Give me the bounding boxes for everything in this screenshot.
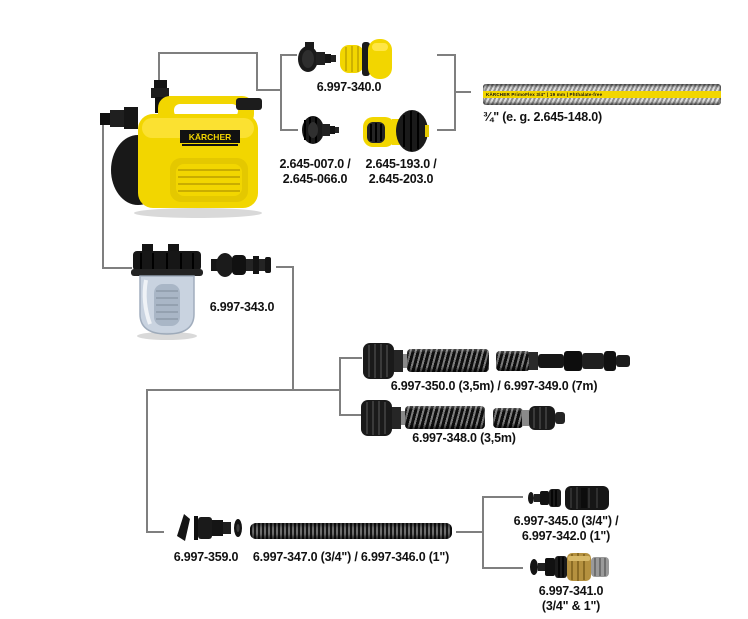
bracket-suction-stub-upper xyxy=(339,357,362,359)
spiral-hose-label: 6.997-347.0 (3/4") / 6.997-346.0 (1") xyxy=(252,550,450,564)
line-mid-down xyxy=(292,266,294,391)
line-outlet-up xyxy=(158,52,160,80)
bracket-hose-stub-lower xyxy=(437,129,454,131)
bracket-hose-stub-upper xyxy=(437,54,454,56)
suction-hose-spiral xyxy=(493,408,523,428)
bracket-bottomright-stub-upper xyxy=(482,496,523,498)
suction-hose-row2-label: 6.997-348.0 (3,5m) xyxy=(412,431,516,445)
coupler-set-label: 6.997-340.0 xyxy=(316,80,382,94)
suction-hose-spiral xyxy=(496,351,530,371)
coupler2-label: 2.645-193.0 / 2.645-203.0 xyxy=(365,157,437,186)
suction-connector-icon xyxy=(362,341,408,381)
bracket-top-stub-lower xyxy=(280,129,298,131)
garden-hose-band-text: KÄRCHER PrimoFlex 3/4" | 19 mm | Phthalate-free xyxy=(483,91,721,98)
connector-row2-label: 6.997-341.0 (3/4" & 1") xyxy=(538,584,604,613)
suction-end-nut-icon xyxy=(522,402,566,434)
hose-coupler-icon xyxy=(339,36,393,81)
bracket-hose-stub-mid xyxy=(454,91,471,93)
bracket-top-vertical xyxy=(280,54,282,131)
bracket-bottomright-vertical xyxy=(482,496,484,569)
tap-connector2-icon xyxy=(301,112,339,148)
prefilter-label: 6.997-343.0 xyxy=(209,300,275,314)
line-bottom-stub xyxy=(146,531,164,533)
suction-end-connector-icon xyxy=(529,347,631,375)
connector-row1-icon xyxy=(527,485,611,511)
prefilter-image xyxy=(128,244,206,340)
suction-hose-row1-label: 6.997-350.0 (3,5m) / 6.997-349.0 (7m) xyxy=(390,379,598,393)
adapter-set-icon xyxy=(172,510,244,548)
bracket-bottomright-stub-lower xyxy=(482,567,523,569)
pump-image xyxy=(98,78,270,220)
tap-set-label: 2.645-007.0 / 2.645-066.0 xyxy=(279,157,351,186)
suction-hose-spiral xyxy=(407,349,489,372)
suction-hose-spiral xyxy=(405,406,485,429)
filter-adapter-icon xyxy=(211,252,273,278)
bracket-suction-stub-lower xyxy=(339,414,362,416)
adapter-set-label: 6.997-359.0 xyxy=(173,550,239,564)
connector-row1-label: 6.997-345.0 (3/4") / 6.997-342.0 (1") xyxy=(513,514,619,543)
bracket-suction-vertical xyxy=(339,357,341,416)
pump-logo-text: KÄRCHER xyxy=(188,132,232,142)
line-left-down2 xyxy=(146,389,148,533)
connector-row2-brass-icon xyxy=(529,551,611,583)
garden-hose-label: ¾" (e. g. 2.645-148.0) xyxy=(483,110,602,124)
spiral-hose-image xyxy=(250,523,452,539)
bracket-top-stub-upper xyxy=(280,54,297,56)
line-main-horizontal xyxy=(146,389,341,391)
line-spiral-to-bracket xyxy=(456,531,483,533)
garden-hose-image xyxy=(483,84,721,105)
tap-connector-icon xyxy=(297,42,337,74)
hose-coupler-black-nut-icon xyxy=(362,107,429,155)
line-top-horizontal xyxy=(158,52,258,54)
